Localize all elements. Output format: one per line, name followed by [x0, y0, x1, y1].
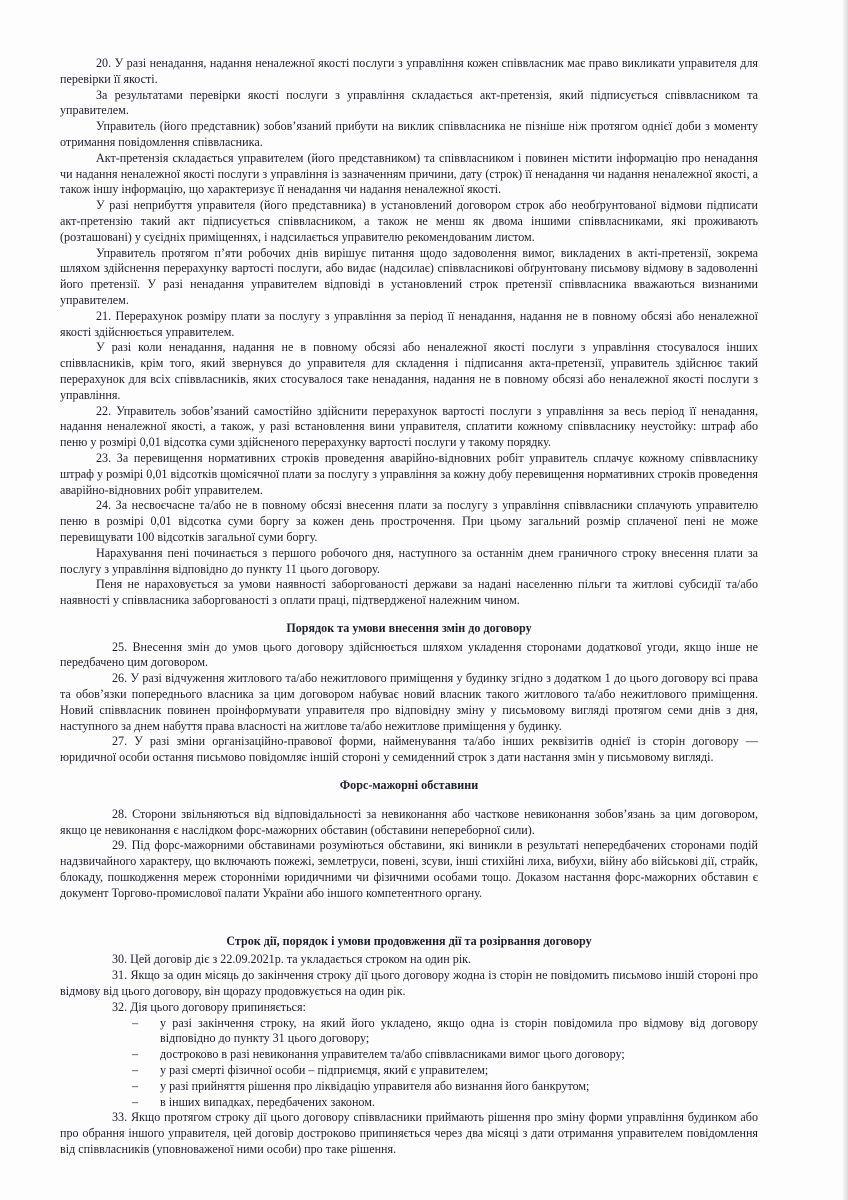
clause-26: 26. У разі відчуження житлового та/або нежитлового приміщення у будинку згідно з додатком 1 до цього договору всі права та обов’язки попереднього власника за цим договором набуває новий власник такого житлового та/або нежитлового приміщення. Новий співвласник повинен проінформувати управителя про відповідну зміну у письмовому вигляді протягом семи днів з дня, наступного за днем набуття права власності на житлове та/або нежитлове приміщення у будинку. — [60, 671, 758, 733]
clause-20-content: Акт-претензія складається управителем (його представником) та співвласником і повинен містити інформацію про ненадання чи надання неналежної якості послуги з управління із зазначенням причини, дату (строк) її ненадання чи надання неналежної якості, а також іншу інформацію, що характеризує її ненадання чи надання неналежної якості. — [60, 150, 758, 197]
clause-28: 28. Сторони звільняються від відповідальності за невиконання або часткове невиконання зобов’язань за цим договором, якщо це невиконання є наслідком форс-мажорних обставин (обставини непереборної сили). — [60, 806, 758, 837]
list-item: – у разі смерті фізичної особи – підприємця, який є управителем; — [132, 1063, 758, 1079]
clause-32: 32. Дія цього договору припиняється: — [112, 999, 306, 1014]
list-item: – достроково в разі невиконання управителем та/або співвласниками вимог цього договору; — [132, 1047, 758, 1063]
clause-20-act: За результатами перевірки якості послуги з управління складається акт-претензія, який підписується співвласником та управителем. — [60, 87, 758, 118]
list-item: – у разі прийняття рішення про ліквідацію управителя або визнання його банкрутом; — [132, 1079, 758, 1095]
termination-list — [60, 1016, 758, 1111]
clause-23: 23. За перевищення нормативних строків проведення аварійно-відновних робіт управитель сплачує кожному співвласнику штраф у розмірі 0,01 відсотків щомісячної плати за послугу з управління за кожну добу перевищення нормативних строків проведення аварійно-відновних робіт управителем. — [60, 450, 758, 497]
clause-20: 20. У разі ненадання, надання неналежної якості послуги з управління кожен співвласник має право викликати управителя для перевірки її якості. — [60, 56, 758, 86]
clause-24: 24. За несвоєчасне та/або не в повному обсязі внесення плати за послугу з управління співвласники сплачують управителю пеню в розмірі 0,01 відсотка суми боргу за кожен день прострочення. При цьому загальний розмір сплаченої пені не може перевищувати 100 відсотків загальної суми боргу. — [60, 498, 758, 544]
clause-25: 25. Внесення змін до умов цього договору здійснюється шляхом укладення сторонами додаткової угоди, якщо інше не передбачено цим договором. — [60, 639, 758, 670]
section-heading-term: Строк дії, порядок і умови продовження дії та розірвання договору — [226, 933, 592, 948]
clause-21: 21. Перерахунок розміру плати за послугу з управління за період її ненадання, надання не в повному обсязі або неналежної якості здійснюється управителем. — [60, 308, 758, 339]
clause-30: 30. Цей договір діє з 22.09.2021р. та укладається строком на один рік. — [112, 952, 472, 967]
section-heading-force-majeure: Форс-мажорні обставини — [339, 778, 479, 793]
clause-29: 29. Під форс-мажорними обставинами розуміються обставини, які виникли в результаті непередбачених сторонами подій надзвичайного характеру, що включають пожежі, землетруси, повені, зсуви, інші стихійні лиха, вибухи, війну або військові дії, страйк, блокаду, пошкодження мереж сторонніми юридичними чи фізичними особами тощо. Доказом настання форс-мажорних обставин є документ Торгово-промислової палати України або іншого компетентного органу. — [60, 838, 758, 900]
clause-20-arrival: Управитель (його представник) зобов’язаний прибути на виклик співвласника не пізніше ніж протягом однієї доби з моменту отримання повідомлення співвласника. — [60, 119, 758, 149]
clause-22: 22. Управитель зобов’язаний самостійно здійснити перерахунок вартості послуги з управління за весь період її ненадання, надання неналежної якості, а також, у разі встановлення вини управителя, сплатити кожному співвласнику неустойку: штраф або пеню у розмірі 0,01 відсотка суми здійсненого перерахунку вартості послуги у такому порядку. — [60, 403, 758, 450]
clause-31: 31. Якщо за один місяць до закінчення строку дії цього договору жодна із сторін не повідомить письмово іншій стороні про відмову від цього договору, він щорazу продовжується на один рік. — [60, 968, 758, 999]
clause-24-accrual: Нарахування пені починається з першого робочого дня, наступного за останнім днем граничного строку внесення плати за послугу з управління відповідно до пункту 11 цього договору. — [60, 545, 758, 576]
spacer — [60, 902, 758, 922]
spacer — [60, 797, 758, 807]
clause-20-absence: У разі неприбуття управителя (його представника) в установлений договором строк або необґрунтованої відмови підписати акт-претензію такий акт підписується співвласником, а також не менш як двома іншими співвласниками, які проживають (розташовані) у суєідніх приміщеннях, і надсилається управителю рекомендованим листом. — [60, 198, 758, 244]
clause-24-exception: Пеня не нараховується за умови наявності заборгованості держави за надані населенню пільги та житлові субсидії та/або наявності у співвласника заборгованості з оплати праці, підтвердженої належним чином. — [60, 577, 758, 608]
clause-20-resolution: Управитель протягом п’яти робочих днів вирішує питання щодо задоволення вимог, викладених в акті-претензії, зокрема шляхом здійснення перерахунку вартості послуги, або видає (надсилає) співвласникові обґрунтовану письмову відмову в задоволенні його претензії. У разі ненадання управителем відповіді в установлений строк претензії співвласника вважаються визнаними управителем. — [60, 245, 758, 307]
clause-27: 27. У разі зміни організаційно-правової форми, найменування та/або інших реквізитів однієї із сторін договору — юридичної особи остання письмово повідомляє іншій стороні у семиденний строк з дати настання змін у письмовому вигляді. — [60, 734, 758, 765]
list-item: – у разі закінчення строку, на який його укладено, якщо одна із сторін повідомила про відмову від договору відповідно до пункту 31 цього договору; — [132, 1016, 758, 1048]
list-item: – в інших випадках, передбачених законом. — [132, 1095, 758, 1111]
section-heading-changes: Порядок та умови внесення змін до договору — [286, 620, 532, 635]
clause-21-others: У разі коли ненадання, надання не в повному обсязі або неналежної якості послуги з управління стосувалося інших співвласників, крім того, який звернувся до управителя для складення і підписання акта-претензії, управитель здійснює такий перерахунок для всіх співвласників, яких стосувалося таке ненадання, надання не в повному обсязі або неналежної якості послуги з управління. — [60, 340, 758, 402]
clause-33: 33. Якщо протягом строку дії цього договору співвласники приймають рішення про зміну форми управління будинком або про обрання іншого управителя, цей договір достроково припиняється через два місяці з дати отримання управителем повідомлення від співвласників (уповноваженої ними особи) про таке рішення. — [60, 1110, 758, 1156]
